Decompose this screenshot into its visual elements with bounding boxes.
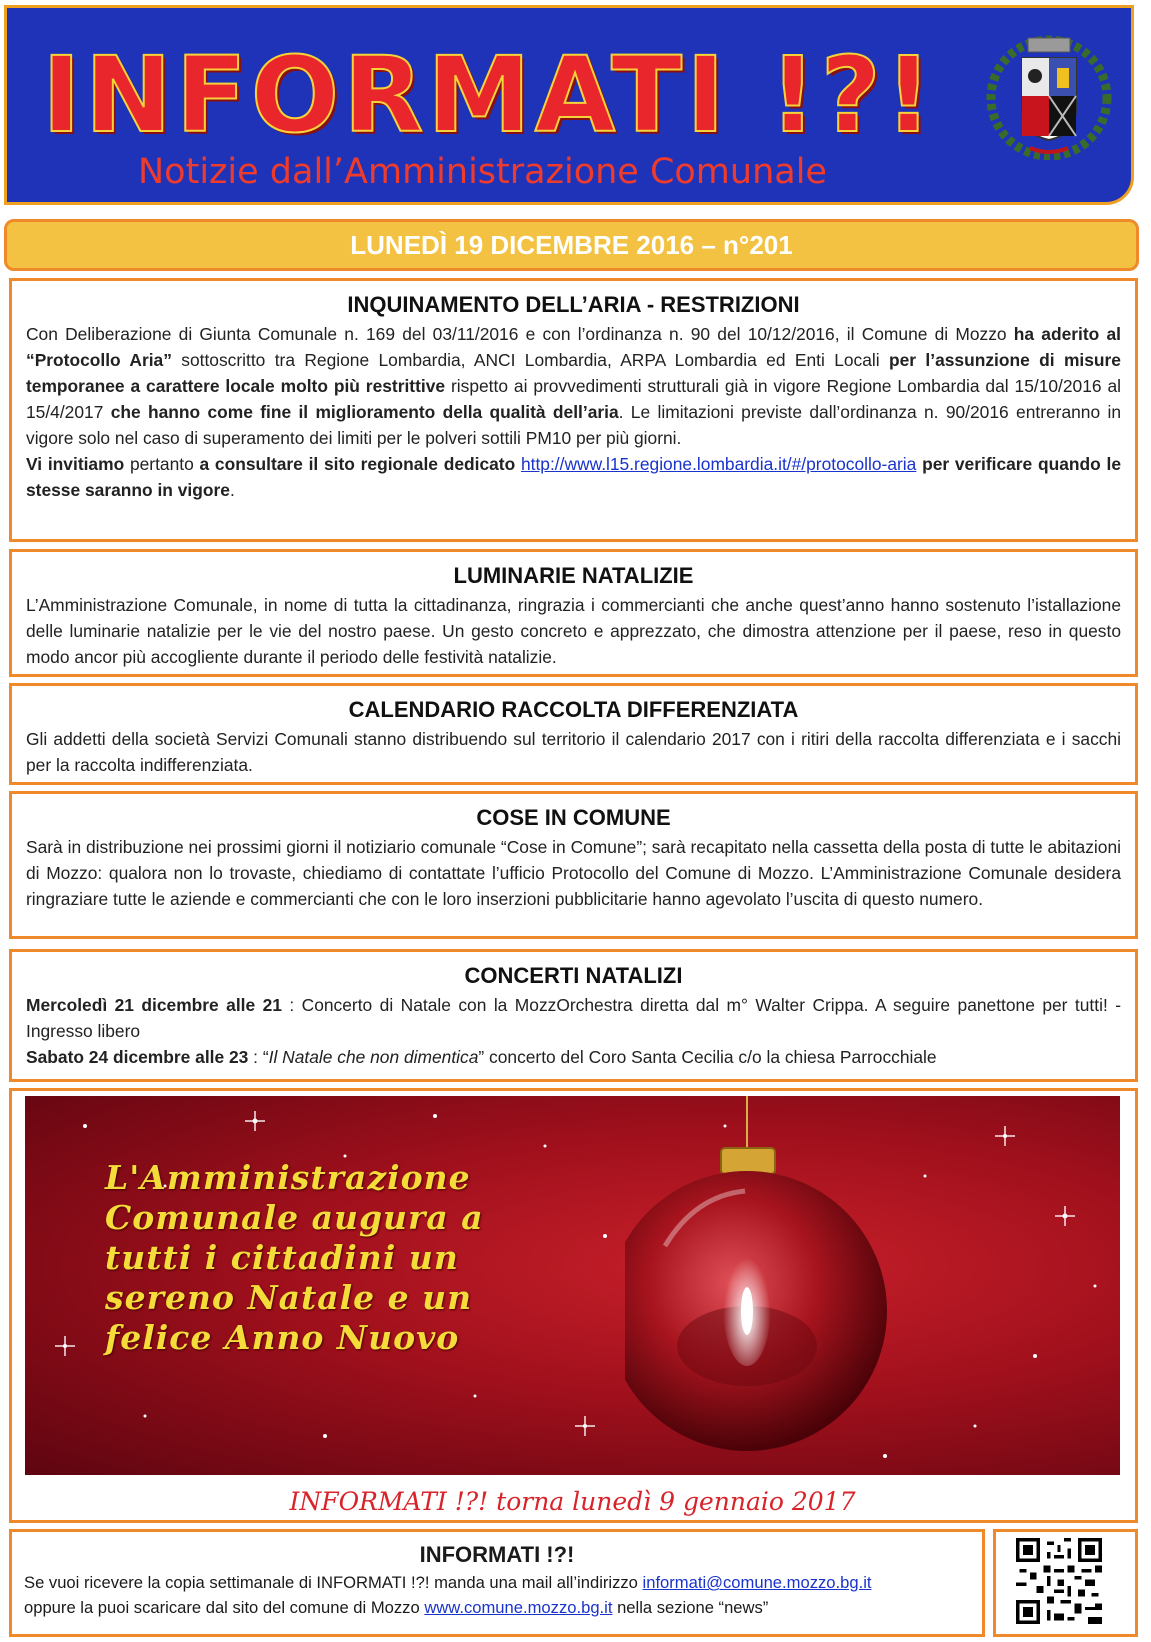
christmas-bauble-icon	[625, 1096, 985, 1475]
protocollo-aria-link[interactable]: http://www.l15.regione.lombardia.it/#/protocollo-aria	[520, 454, 917, 474]
concert-item	[26, 1044, 1121, 1070]
text-run: sottoscritto tra Regione Lombardia, ANCI Lombardia, ARPA Lombardia ed Enti Locali	[171, 350, 889, 370]
greeting-line: Comunale augura a	[105, 1198, 484, 1237]
subscription-line	[24, 1570, 970, 1595]
text-run: : “	[248, 1047, 269, 1067]
text-run: .	[229, 480, 235, 500]
qr-code-box	[993, 1529, 1138, 1637]
christmas-greeting-image	[25, 1096, 1120, 1475]
concert-date: Sabato 24 dicembre alle 23	[26, 1047, 249, 1067]
text-bold: a consultare il sito regionale dedicato	[199, 454, 516, 474]
section-body	[26, 451, 1121, 503]
section-cose-in-comune	[9, 791, 1138, 939]
section-concerti	[9, 949, 1138, 1082]
section-title: INQUINAMENTO DELL’ARIA - RESTRIZIONI	[347, 292, 800, 317]
text-run: oppure la puoi scaricare dal sito del comune di Mozzo	[24, 1598, 425, 1617]
next-issue-note: INFORMATI !?! torna lunedì 9 gennaio 2017	[289, 1487, 856, 1516]
greeting-line: felice Anno Nuovo	[105, 1318, 460, 1357]
section-luminarie	[9, 549, 1138, 677]
subscription-title: INFORMATI !?!	[419, 1542, 575, 1567]
text-run: Con Deliberazione di Giunta Comunale n. 169 del 03/11/2016 e con l’ordinanza n. 90 del 10/12/2016, il Comune di Mozzo	[26, 324, 1014, 344]
section-title: CONCERTI NATALIZI	[464, 963, 683, 988]
masthead-subtitle: Notizie dall’Amministrazione Comunale	[138, 152, 827, 192]
qr-code-icon[interactable]	[1016, 1538, 1102, 1624]
subscription-line	[24, 1595, 970, 1620]
concert-item	[26, 992, 1121, 1044]
website-link[interactable]: www.comune.mozzo.bg.it	[424, 1598, 613, 1617]
subscription-box	[9, 1529, 985, 1637]
greeting-text	[105, 1158, 565, 1358]
text-run: . Le limitazioni previste dall’ordinanza n. 90/2016 entreranno in vigore solo nel caso di superamento dei limiti per le polveri sottili PM10 per più giorni.	[26, 402, 1121, 448]
greeting-line: L'Amministrazione	[105, 1158, 471, 1197]
section-body: L’Amministrazione Comunale, in nome di tutta la cittadinanza, ringrazia i commercianti che anche quest’anno hanno sostenuto l’istallazione delle luminarie natalizie per le vie del nostro paese. Un gesto concreto e apprezzato, che dimostra attenzione per il paese, reso in questo modo ancor più accogliente durante il periodo delle festività natalizie.	[26, 595, 1121, 667]
text-run: rispetto ai provvedimenti strutturali già in vigore Regione Lombardia dal 15/10/2016 al 15/4/2017	[26, 376, 1121, 422]
text-bold: ha aderito al “Protocollo Aria”	[26, 324, 1121, 370]
section-body: Sarà in distribuzione nei prossimi giorni il notiziario comunale “Cose in Comune”; sarà recapitato nella cassetta della posta di tutte le abitazioni di Mozzo: qualora non lo trovaste, chiediamo di contattate l’ufficio Protocollo del Comune di Mozzo. L’Amministrazione Comunale desidera ringraziare tutte le aziende e commercianti che con le loro inserzioni pubblicitarie hanno agevolato l’uscita di questo numero.	[26, 837, 1121, 909]
concert-title: Il Natale che non dimentica	[268, 1047, 479, 1067]
section-body	[26, 321, 1121, 451]
concert-desc: ” concerto del Coro Santa Cecilia c/o la chiesa Parrocchiale	[478, 1047, 937, 1067]
section-title: CALENDARIO RACCOLTA DIFFERENZIATA	[348, 697, 799, 722]
text-run: pertanto	[124, 454, 200, 474]
text-bold: per l’assunzione di misure temporanee a carattere locale molto più restrittive	[26, 350, 1121, 396]
concert-date: Mercoledì 21 dicembre alle 21	[26, 995, 282, 1015]
text-run: nella sezione “news”	[612, 1598, 769, 1617]
section-body: Gli addetti della società Servizi Comunali stanno distribuendo sul territorio il calendario 2017 con i ritiri della raccolta differenziata e i sacchi per la raccolta indifferenziata.	[26, 729, 1121, 775]
concert-desc: : Concerto di Natale con la MozzOrchestra diretta dal m° Walter Crippa. A seguire panettone per tutti! - Ingresso libero	[26, 995, 1122, 1041]
issue-date-bar: LUNEDÌ 19 DICEMBRE 2016 – n°201	[4, 219, 1139, 271]
text-bold: che hanno come fine il miglioramento della qualità dell’aria	[110, 402, 619, 422]
greeting-line: sereno Natale e un	[105, 1278, 473, 1317]
text-bold: Vi invitiamo	[26, 454, 125, 474]
masthead-title: INFORMATI !?!	[42, 34, 937, 156]
text-bold: per verificare quando le stesse saranno in vigore	[26, 454, 1121, 500]
section-calendario	[9, 683, 1138, 785]
section-title: LUMINARIE NATALIZIE	[453, 563, 694, 588]
municipal-crest-icon	[984, 30, 1114, 160]
email-link[interactable]: informati@comune.mozzo.bg.it	[642, 1573, 872, 1592]
section-title: COSE IN COMUNE	[476, 805, 671, 830]
greeting-line: tutti i cittadini un	[105, 1238, 459, 1277]
section-air-pollution	[9, 278, 1138, 542]
text-run: Se vuoi ricevere la copia settimanale di INFORMATI !?! manda una mail all’indirizzo	[24, 1573, 643, 1592]
